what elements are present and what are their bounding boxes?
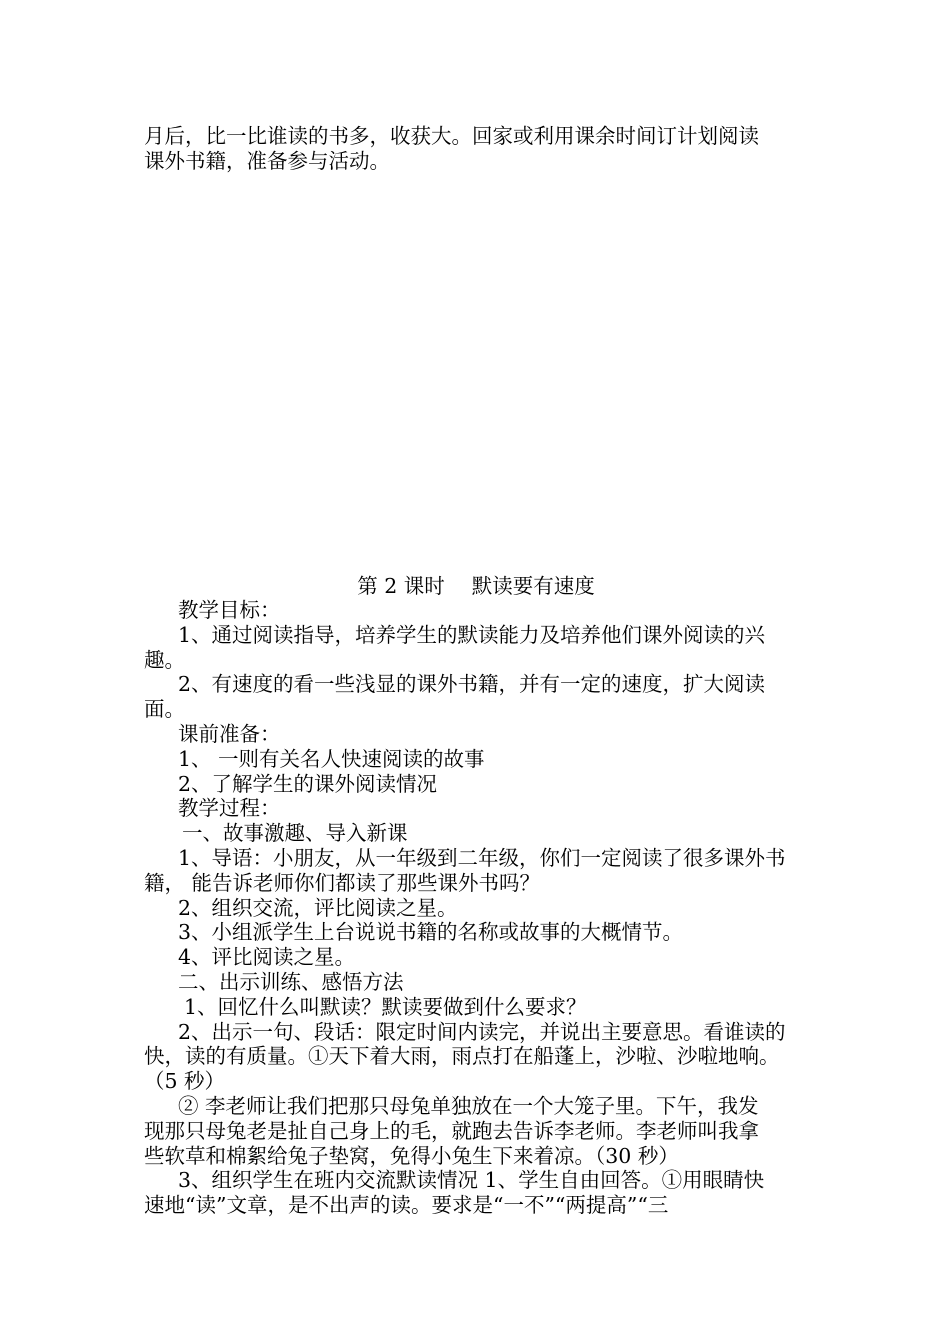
section-heading: 二、出示训练、感悟方法 — [178, 969, 404, 994]
paragraph-line: 趣。 — [144, 647, 185, 672]
paragraph-line: 面。 — [144, 697, 185, 722]
paragraph-line: ② 李老师让我们把那只母兔单独放在一个大笼子里。下午，我发 — [178, 1093, 759, 1118]
paragraph-line: 4、评比阅读之星。 — [178, 945, 356, 970]
paragraph-line: 2、了解学生的课外阅读情况 — [178, 771, 438, 796]
paragraph-line: 3、组织学生在班内交流默读情况 1、学生自由回答。①用眼睛快 — [178, 1168, 765, 1193]
paragraph-line: 些软草和棉絮给兔子垫窝，免得小兔生下来着凉。（30 秒） — [144, 1143, 679, 1168]
paragraph-line: 1、 一则有关名人快速阅读的故事 — [178, 746, 485, 771]
section-heading: 教学目标： — [178, 598, 281, 622]
section-heading: 一、故事激趣、导入新课 — [182, 821, 408, 846]
paragraph-line: 3、小组派学生上台说说书籍的名称或故事的大概情节。 — [178, 920, 684, 945]
paragraph-line: 现那只母兔老是扯自己身上的毛，就跑去告诉李老师。李老师叫我拿 — [144, 1118, 759, 1143]
paragraph-line: 1、导语：小朋友，从一年级到二年级，你们一定阅读了很多课外书 — [178, 845, 786, 870]
top-paragraph — [144, 124, 808, 174]
lesson-title: 第 2 课时 默读要有速度 — [357, 574, 595, 598]
lesson-body — [144, 598, 808, 1218]
paragraph-line: 2、组织交流，评比阅读之星。 — [178, 895, 458, 920]
section-heading: 课前准备： — [178, 721, 281, 746]
section-heading: 教学过程： — [178, 796, 281, 821]
paragraph-line: 快，读的有质量。①天下着大雨，雨点打在船蓬上，沙啦、沙啦地响。 — [144, 1044, 780, 1069]
paragraph-line: 月后，比一比谁读的书多，收获大。回家或利用课余时间订计划阅读 — [144, 124, 759, 148]
paragraph-line: 2、有速度的看一些浅显的课外书籍，并有一定的速度，扩大阅读 — [178, 672, 766, 697]
paragraph-line: 2、出示一句、段话：限定时间内读完，并说出主要意思。看谁读的 — [178, 1019, 786, 1044]
paragraph-line: （5 秒） — [144, 1069, 226, 1094]
paragraph-line: 课外书籍，准备参与活动。 — [144, 148, 390, 173]
paragraph-line: 籍， 能告诉老师你们都读了那些课外书吗？ — [144, 870, 541, 895]
paragraph-line: 速地“读”文章，是不出声的读。要求是“一不”“两提高”“三 — [144, 1193, 669, 1218]
paragraph-line: 1、通过阅读指导，培养学生的默读能力及培养他们课外阅读的兴 — [178, 622, 766, 647]
paragraph-line: 1、回忆什么叫默读？默读要做到什么要求？ — [184, 994, 587, 1019]
